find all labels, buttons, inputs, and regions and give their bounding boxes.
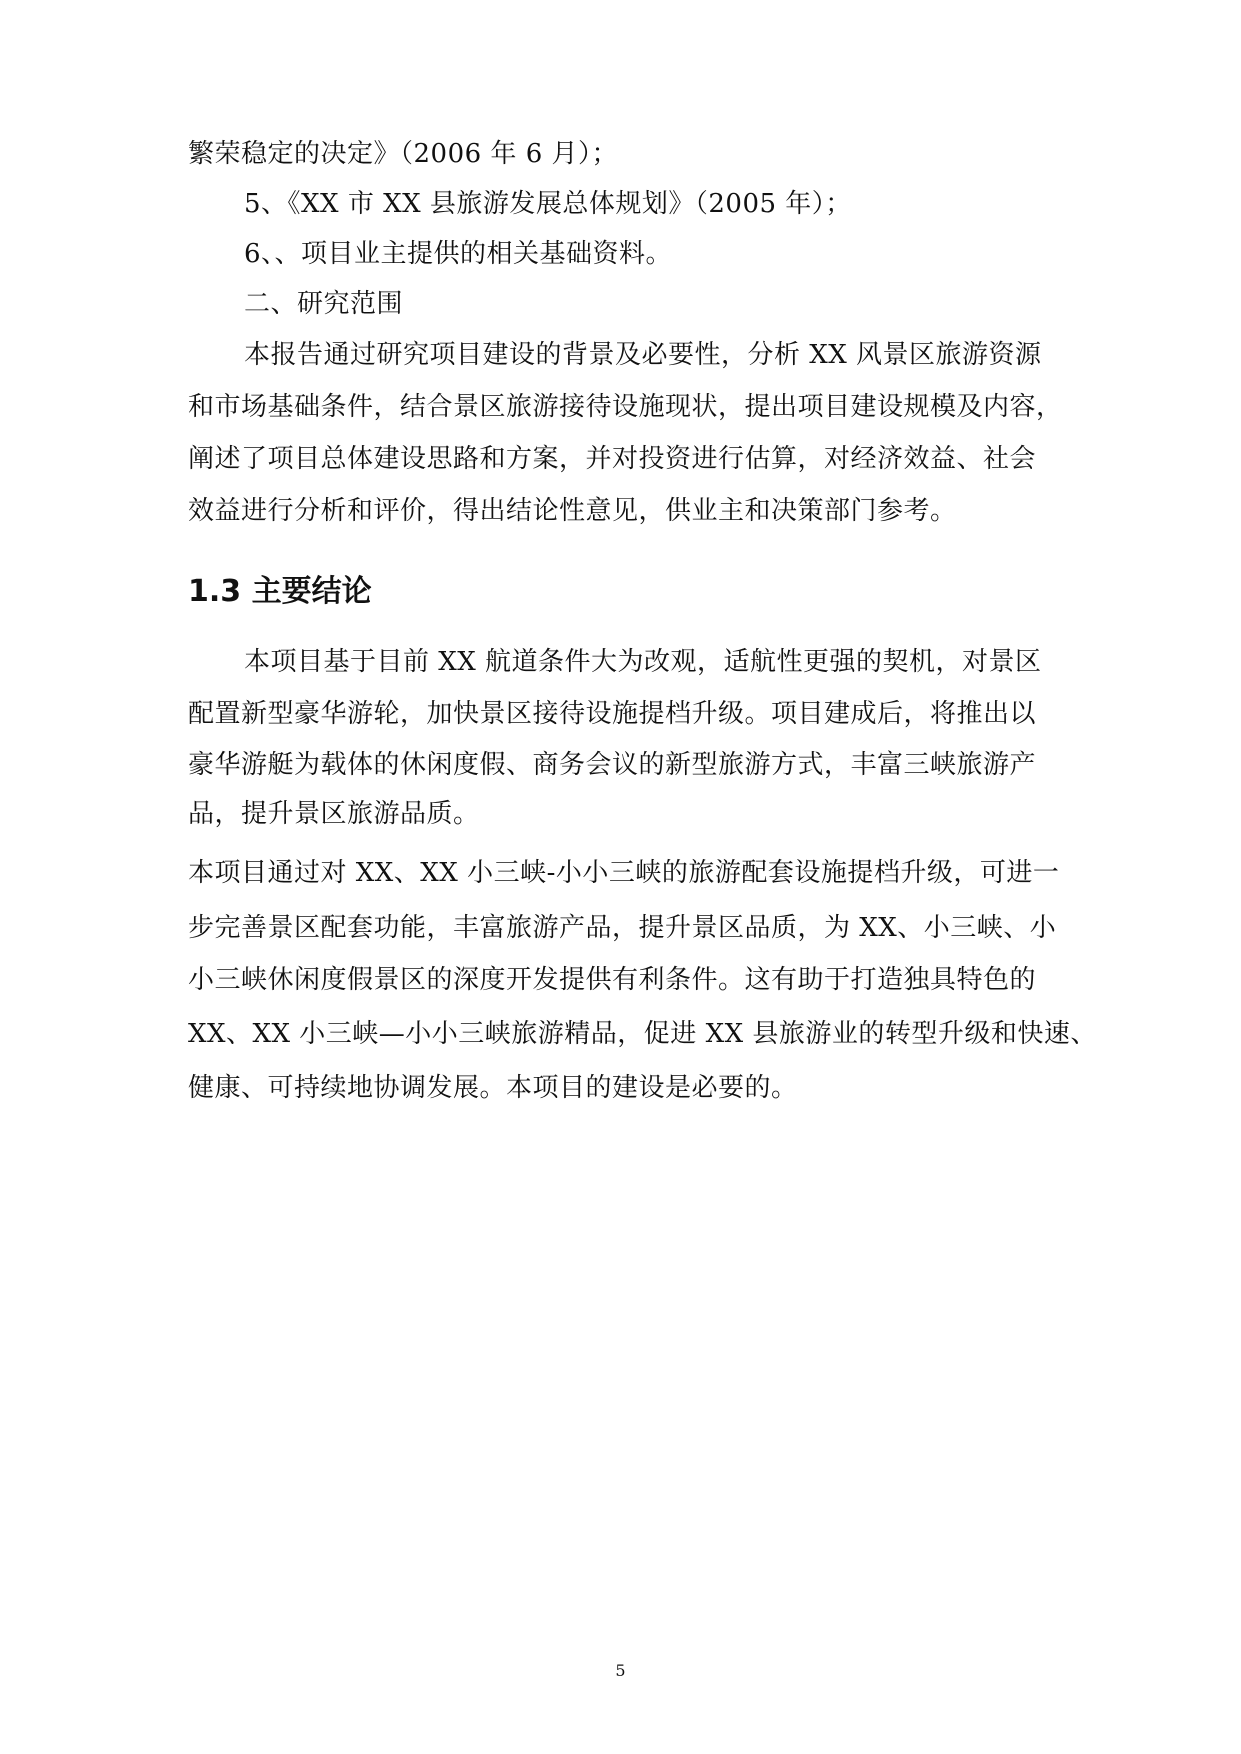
scope-paragraph-line: 阐述了项目总体建设思路和方案，并对投资进行估算，对经济效益、社会 — [188, 444, 1037, 474]
reference-item-6: 6、、项目业主提供的相关基础资料。 — [244, 239, 673, 269]
section-title-main-conclusions: 1.3 主要结论 — [188, 574, 372, 609]
conclusion-paragraph-1-line: 配置新型豪华游轮，加快景区接待设施提档升级。项目建成后，将推出以 — [188, 699, 1037, 729]
conclusion-paragraph-1-line: 本项目基于目前 XX 航道条件大为改观，适航性更强的契机，对景区 — [244, 647, 1042, 677]
conclusion-paragraph-1-line: 品，提升景区旅游品质。 — [188, 799, 480, 829]
page-number: 5 — [615, 1661, 626, 1680]
conclusion-paragraph-1-line: 豪华游艇为载体的休闲度假、商务会议的新型旅游方式，丰富三峡旅游产 — [188, 750, 1037, 780]
scope-paragraph-line: 本报告通过研究项目建设的背景及必要性，分析 XX 风景区旅游资源 — [244, 340, 1042, 370]
conclusion-paragraph-2-line: 步完善景区配套功能，丰富旅游产品，提升景区品质，为 XX、小三峡、小 — [188, 913, 1057, 943]
reference-item-4-continuation: 繁荣稳定的决定》（2006 年 6 月）； — [188, 139, 619, 169]
conclusion-paragraph-2-line: 本项目通过对 XX、XX 小三峡-小小三峡的旅游配套设施提档升级，可进一 — [188, 858, 1060, 888]
reference-item-5: 5、《XX 市 XX 县旅游发展总体规划》（2005 年）； — [244, 189, 852, 219]
scope-paragraph-line: 和市场基础条件，结合景区旅游接待设施现状，提出项目建设规模及内容， — [188, 392, 1063, 422]
section-heading-research-scope: 二、研究范围 — [244, 289, 404, 319]
conclusion-paragraph-2-line: XX、XX 小三峡—小小三峡旅游精品，促进 XX 县旅游业的转型升级和快速、 — [188, 1019, 1097, 1049]
scope-paragraph-line: 效益进行分析和评价，得出结论性意见，供业主和决策部门参考。 — [188, 496, 957, 526]
conclusion-paragraph-2-line: 小三峡休闲度假景区的深度开发提供有利条件。这有助于打造独具特色的 — [188, 965, 1037, 995]
conclusion-paragraph-2-line: 健康、可持续地协调发展。本项目的建设是必要的。 — [188, 1073, 798, 1103]
